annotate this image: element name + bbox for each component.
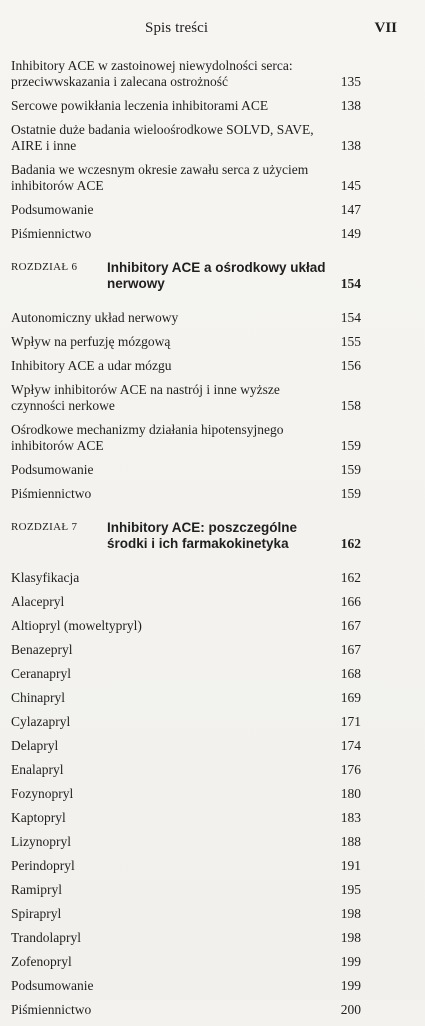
toc-entry-page: 200	[340, 1002, 361, 1017]
toc-entry-title: Autonomiczny układ nerwowy	[11, 310, 179, 325]
toc-entry-page: 158	[340, 398, 361, 413]
toc-entry-page: 159	[340, 486, 361, 501]
toc-entry-title: Piśmiennictwo	[11, 226, 92, 241]
toc-entry-title: Podsumowanie	[11, 202, 94, 217]
toc-entry-title: Piśmiennictwo	[11, 486, 92, 501]
chapter-title: Inhibitory ACE: poszczególne środki i ich farmakokinetyka	[107, 520, 298, 551]
toc-entry	[11, 618, 361, 634]
toc-entry-title: Trandolapryl	[11, 930, 81, 945]
chapter-section	[11, 260, 361, 502]
toc-entry-title: Ostatnie duże badania wieloośrodkowe SOLVD, SAVE, AIRE i inne	[11, 122, 314, 153]
toc-entry	[11, 810, 361, 826]
toc-entry	[11, 202, 361, 218]
toc-entry-page: 138	[340, 98, 361, 113]
toc-entry-title: Enalapryl	[11, 762, 64, 777]
toc-entry-page: 168	[340, 666, 361, 681]
toc-entry-page: 195	[340, 882, 361, 897]
table-of-contents	[11, 58, 361, 1026]
toc-entry	[11, 570, 361, 586]
toc-entry-page: 155	[340, 334, 361, 349]
toc-entry	[11, 714, 361, 730]
toc-entry-page: 167	[340, 642, 361, 657]
toc-entry	[11, 906, 361, 922]
toc-entry-page: 138	[340, 138, 361, 153]
toc-entry-title: Podsumowanie	[11, 462, 94, 477]
toc-entry-page: 174	[340, 738, 361, 753]
toc-entry	[11, 978, 361, 994]
toc-entry	[11, 834, 361, 850]
toc-entry-title: Zofenopryl	[11, 954, 72, 969]
toc-entry-page: 171	[340, 714, 361, 729]
chapter-heading	[11, 520, 361, 552]
toc-entry-page: 199	[340, 978, 361, 993]
toc-entry	[11, 58, 361, 90]
toc-entry	[11, 334, 361, 350]
toc-entry-page: 198	[340, 906, 361, 921]
toc-entry-title: Ceranapryl	[11, 666, 71, 681]
toc-entry-title: Klasyfikacja	[11, 570, 80, 585]
toc-entry	[11, 738, 361, 754]
toc-entry	[11, 358, 361, 374]
toc-entry-title: Podsumowanie	[11, 978, 94, 993]
toc-entry-page: 180	[340, 786, 361, 801]
toc-entry-title: Badania we wczesnym okresie zawału serca z użyciem inhibitorów ACE	[11, 162, 309, 193]
chapter-title: Inhibitory ACE a ośrodkowy układ nerwowy	[107, 260, 326, 291]
toc-entry-title: Wpływ na perfuzję mózgową	[11, 334, 171, 349]
toc-entry	[11, 422, 361, 454]
toc-entry-page: 147	[340, 202, 361, 217]
toc-entry	[11, 98, 361, 114]
chapter-label: ROZDZIAŁ 6	[11, 261, 78, 273]
toc-entry-page: 198	[340, 930, 361, 945]
toc-entry-title: Alacepryl	[11, 594, 65, 609]
toc-entry	[11, 462, 361, 478]
toc-entry-title: Ramipryl	[11, 882, 62, 897]
toc-entry	[11, 382, 361, 414]
toc-entry	[11, 786, 361, 802]
toc-entry-title: Lizynopryl	[11, 834, 71, 849]
toc-entry-title: Delapryl	[11, 738, 59, 753]
toc-entry-page: 188	[340, 834, 361, 849]
toc-entry-title: Sercowe powikłania leczenia inhibitorami ACE	[11, 98, 269, 113]
toc-entry-title: Piśmiennictwo	[11, 1002, 92, 1017]
toc-entry-title: Wpływ inhibitorów ACE na nastrój i inne wyższe czynności nerkowe	[11, 382, 280, 413]
toc-entry	[11, 226, 361, 242]
toc-entry-page: 167	[340, 618, 361, 633]
toc-entry-page: 145	[340, 178, 361, 193]
chapter-page: 154	[340, 276, 361, 291]
toc-entry-page: 162	[340, 570, 361, 585]
toc-entry	[11, 310, 361, 326]
toc-entry-title: Altiopryl (moweltypryl)	[11, 618, 142, 633]
toc-entry-title: Inhibitory ACE a udar mózgu	[11, 358, 172, 373]
chapter-heading	[11, 260, 361, 292]
toc-entry-title: Inhibitory ACE w zastoinowej niewydolności serca: przeciwwskazania i zalecana ostrożność	[11, 58, 293, 89]
toc-entry-page: 169	[340, 690, 361, 705]
toc-entry-page: 159	[340, 462, 361, 477]
toc-entry-title: Cylazapryl	[11, 714, 71, 729]
toc-entry-page: 176	[340, 762, 361, 777]
toc-entry-page: 149	[340, 226, 361, 241]
toc-entry	[11, 666, 361, 682]
toc-entry	[11, 162, 361, 194]
toc-entry-page: 183	[340, 810, 361, 825]
toc-entry-title: Fozynopryl	[11, 786, 74, 801]
chapter-page: 162	[340, 536, 361, 551]
toc-entry-title: Spirapryl	[11, 906, 62, 921]
toc-entry-title: Benazepryl	[11, 642, 73, 657]
toc-entry	[11, 1002, 361, 1018]
toc-entry-page: 191	[340, 858, 361, 873]
toc-entry-title: Chinapryl	[11, 690, 65, 705]
toc-entry	[11, 486, 361, 502]
toc-entry-page: 154	[340, 310, 361, 325]
entry-section	[11, 58, 361, 242]
toc-entry-page: 156	[340, 358, 361, 373]
page-header	[0, 20, 425, 42]
toc-entry	[11, 858, 361, 874]
toc-entry	[11, 762, 361, 778]
toc-entry-title: Kaptopryl	[11, 810, 66, 825]
page-number: VII	[374, 20, 397, 36]
toc-entry	[11, 954, 361, 970]
toc-entry	[11, 930, 361, 946]
toc-entry	[11, 690, 361, 706]
running-title: Spis treści	[145, 20, 209, 36]
chapter-section	[11, 520, 361, 1018]
toc-entry-title: Ośrodkowe mechanizmy działania hipotensyjnego inhibitorów ACE	[11, 422, 284, 453]
toc-entry	[11, 882, 361, 898]
toc-entry-page: 166	[340, 594, 361, 609]
toc-entry-page: 159	[340, 438, 361, 453]
chapter-label: ROZDZIAŁ 7	[11, 521, 78, 533]
toc-entry	[11, 122, 361, 154]
toc-entry-page: 199	[340, 954, 361, 969]
toc-entry-title: Perindopryl	[11, 858, 75, 873]
toc-entry	[11, 594, 361, 610]
toc-entry-page: 135	[340, 74, 361, 89]
toc-entry	[11, 642, 361, 658]
